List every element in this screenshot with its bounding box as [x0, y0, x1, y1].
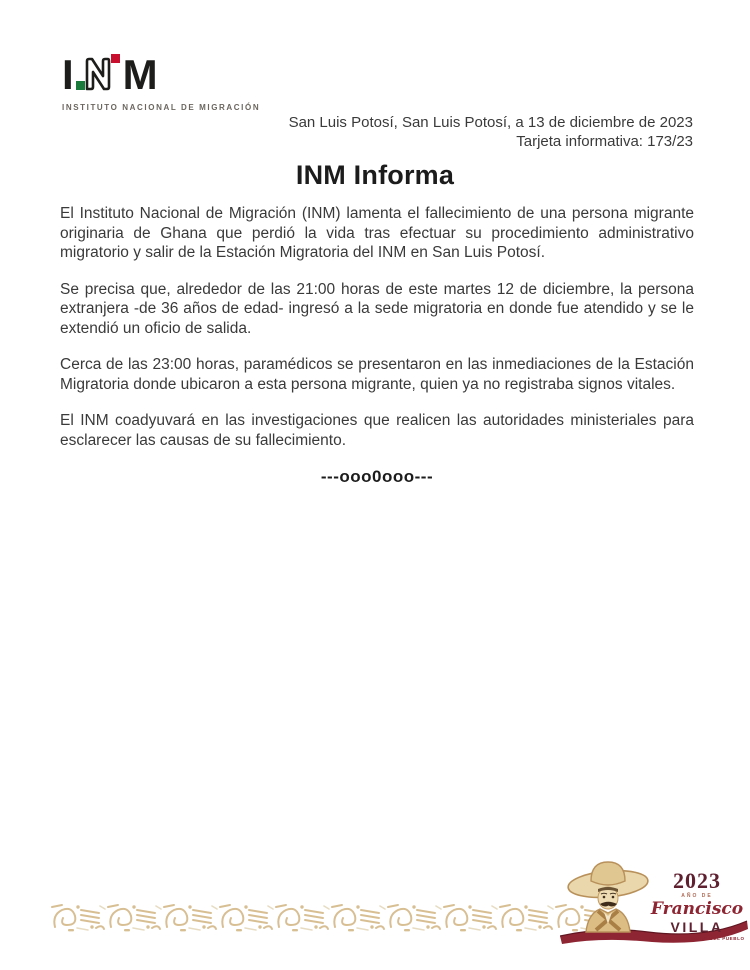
- inm-logo: [62, 50, 260, 112]
- paragraph: El Instituto Nacional de Migración (INM) lamenta el fallecimiento de una persona migrante originaria de Ghana que perdió la vida tras efectuar su procedimiento administrativo migratorio y salir de la Estación Migratoria del INM en San Luis Potosí.: [60, 205, 694, 261]
- date-block: [289, 113, 693, 151]
- inm-logo-letter-m: M: [122, 50, 157, 98]
- inm-logo-n-icon: [75, 50, 121, 99]
- villa-tagline: EL REVOLUCIONARIO DEL PUEBLO: [649, 936, 745, 941]
- francisco-villa-2023-emblem: [560, 858, 748, 958]
- inm-logo-letters: [62, 50, 260, 99]
- paragraph: Se precisa que, alrededor de las 21:00 horas de este martes 12 de diciembre, la persona extranjera -de 36 años de edad- ingresó a la sede migratoria en donde fue atendido y se le extendió un oficio de salida.: [60, 280, 694, 337]
- page-title: INM Informa: [295, 160, 455, 190]
- paragraph: El INM coadyuvará en las investigaciones que realicen las autoridades ministeriales para esclarecer las causas de su fallecimiento.: [60, 412, 694, 449]
- document-body: [60, 204, 694, 487]
- dateline: San Luis Potosí, San Luis Potosí, a 13 de diciembre de 2023: [288, 114, 693, 131]
- inm-logo-letter-i: I: [62, 50, 73, 98]
- villa-name-script: Francisco: [650, 899, 744, 919]
- villa-name-caps: VILLA: [670, 919, 724, 935]
- paragraph: Cerca de las 23:00 horas, paramédicos se presentaron en las inmediaciones de la Estación Migratoria donde ubicaron a esta persona migrante, quien ya no registraba signos vitales.: [60, 356, 694, 393]
- aztec-border-decoration: [50, 903, 612, 938]
- villa-year-prefix: AÑO DE: [681, 893, 713, 899]
- end-marker: ---ooo0ooo---: [320, 467, 434, 486]
- villa-year: 2023: [673, 868, 721, 893]
- villa-emblem-text: [648, 870, 746, 942]
- card-reference: Tarjeta informativa: 173/23: [516, 133, 693, 150]
- inm-logo-caption: INSTITUTO NACIONAL DE MIGRACIÓN: [62, 103, 261, 112]
